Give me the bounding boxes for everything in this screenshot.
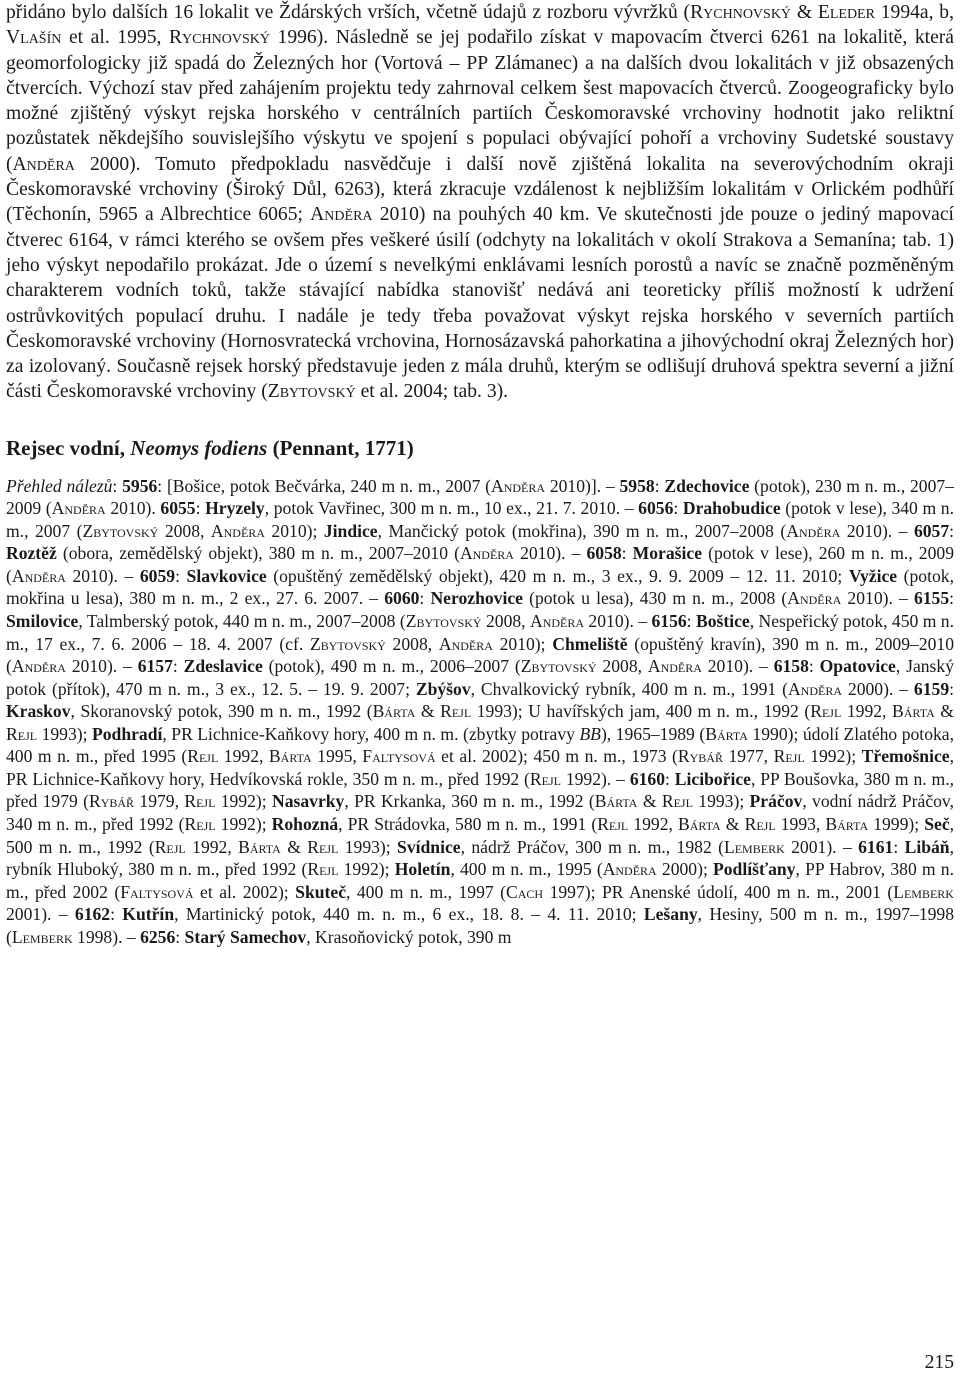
text-run: 1993); [37,723,92,744]
text-run: (potok u lesa), 430 m n. m., 2008 ( [522,588,788,609]
text-run: Anděra [602,859,657,880]
text-run: Rejl [6,723,38,744]
text-run: Lemberk [723,836,785,857]
text-run: Libáň [904,836,950,857]
text-run: Bárta [705,723,748,744]
text-run: Bárta [825,813,869,834]
text-run: , PP Boušovka, 380 m n. m., před 1979 ( [6,768,955,812]
text-run: 1992). – [560,768,630,789]
page [6,0,954,948]
text-run: 2010). [105,498,161,519]
text-run: , 400 m n. m., 1995 ( [450,859,603,880]
text-run: (potok v lese), 340 m n. m., 2007 ( [6,498,954,541]
text-run: Chmeliště [552,633,628,654]
text-run: 6060 [384,588,420,609]
text-run: 6155 [913,588,950,609]
text-run: Nerozhovice [430,588,523,609]
text-run: 2001). – [784,836,859,857]
text-run: Zbytovský [309,633,386,654]
text-run: Bárta [594,791,638,812]
text-run: & [637,791,662,812]
text-run: Rychnovský [690,2,792,23]
text-run: BB [579,723,601,744]
text-run: 6160 [629,768,665,789]
text-run: Přehled nálezů [6,475,113,496]
text-run: 2010) na pouhých 40 km. Ve skutečnosti jde pouze o jediný mapovací čtverec 6164, v rámci kterého se ovšem přes veškeré úsilí (odchyty na lokalitách v okolí Strakova a Semanína; tab. 1) jeho výskyt nepodařilo prokázat. Jde o území s nevelkými enklávami lesních porostů a navíc se značně pozměněným charakterem vodních toků, takže stávající nabídka stanovišť nedává ani teoreticky příliš možností k udržení ostrůvkovitých populací druhu. I nadále je tedy třeba považovat výskyt rejska horského v severních partiích Českomoravské vrchoviny (Hornosvratecká vrchovina, Hornosázavská pahorkatina a jihovýchodní okraj Železných hor) za izolovaný. Současně rejsek horský představuje jeden z mála druhů, kterým se odlišují druhová spektra severní a jižní části Českomoravské vrchoviny ( [6,204,955,403]
text-run: : [172,656,184,677]
text-run: 2008, [385,633,439,654]
text-run: Bárta [238,836,281,857]
text-run: Lešany [643,904,698,925]
text-run: 6058 [586,543,622,564]
text-run: , potok Vavřinec, 300 m n. m., 10 ex., 21. 7. 2010. – [264,498,639,519]
text-run: , Janský potok (přítok), 470 m n. m., 3 ex., 12. 5. – 19. 9. 2007; [6,656,954,699]
text-run: 2010). – [701,656,774,677]
text-run: Kraskov [6,701,71,722]
text-run: 1990); údolí Zlatého potoka, 400 m n. m., před 1995 ( [6,723,955,767]
text-run: (potok), 230 m n. m., 2007–2009 ( [6,475,954,519]
text-run: Boštice [695,611,750,632]
text-run: : [110,904,123,925]
text-run: 6162 [74,904,111,925]
text-run: : [Bošice, potok Bečvárka, 240 m n. m., 2007 ( [157,475,492,496]
text-run: Rejl [810,701,842,722]
text-run: 6056 [638,498,674,519]
text-run: , Chvalkovický rybník, 400 m n. m., 1991 ( [470,678,788,699]
text-run: & [415,701,441,722]
text-run: 2010). – [584,611,652,632]
text-run: 2010). – [840,520,914,541]
text-run: 1993, [775,813,826,834]
text-run: Zbytovský [267,381,356,403]
text-run: , PP Habrov, 380 m n. m., před 2002 ( [6,859,954,902]
text-run: 1995, [311,746,363,767]
text-run: Rejl [744,813,776,834]
text-run: , nádrž Práčov, 300 m n. m., 1982 ( [460,836,724,857]
text-run: ), 1965–1989 ( [600,723,706,744]
text-run: 2008, [481,611,530,632]
text-run: Anděra [210,520,265,541]
text-run: Opatovice [819,656,896,677]
text-run: 6161 [858,836,894,857]
text-run: 1994a, b, [874,2,955,23]
text-run: & [280,836,308,857]
text-run: : [949,678,954,699]
text-run: & [791,2,818,23]
text-run: : [195,498,206,519]
text-run: 1992, [185,836,239,857]
text-run: 1992); [215,791,273,812]
text-run: , Martinický potok, 440 m. n. m., 6 ex., 18. 8. – 4. 11. 2010; [174,904,644,925]
text-run: Lemberk [11,926,73,947]
text-run: : [112,475,123,496]
text-run: Smilovice [6,611,79,632]
text-run: Zdeslavice [183,656,263,677]
text-run: Nasavrky [272,791,345,812]
text-run: Rejl [154,836,186,857]
text-run: Vyžice [848,565,898,586]
text-run: (obora, zemědělský objekt), 380 m n. m., 2007–2010 ( [56,543,460,564]
text-run: Rejl [187,746,219,767]
text-run: 6158 [773,656,809,677]
text-run: 1997); PR Anenské údolí, 400 m n. m., 2001 ( [543,881,894,902]
text-run: Hryzely [205,498,265,519]
text-run: 2000); [656,859,714,880]
text-run: 1979, [134,791,185,812]
text-run: 6256 [140,926,176,947]
text-run: Kutřín [122,904,175,925]
text-run: 1999); [868,813,925,834]
text-run: Rybář [88,791,135,812]
text-run: Anděra [787,588,842,609]
text-run: 2010). – [65,656,138,677]
text-run: 1993); U havířských jam, 400 m n. m., 1992 ( [471,701,811,722]
text-run: Vlašín [6,27,62,49]
text-run: (opuštěný zemědělský objekt), 420 m n. m., 3 ex., 9. 9. 2009 – 12. 11. 2010; [266,565,849,586]
text-run: & [934,701,954,722]
text-run: 1992); [338,859,395,880]
text-run: , Skoranovský potok, 390 m n. m., 1992 ( [70,701,373,722]
text-run: (potok v lese), 260 m n. m., 2009 ( [6,543,954,586]
text-run: Starý Samechov [184,926,307,947]
text-run: Bárta [372,701,416,722]
text-run: Rejl [440,701,472,722]
text-run: : [686,611,696,632]
text-run: Anděra [491,475,546,496]
text-run: 1992); [804,746,862,767]
text-run: Svídnice [397,836,461,857]
text-run: 2000). – [842,678,914,699]
text-run: Rejl [184,813,216,834]
text-run: 1992, [841,701,893,722]
text-run: Bárta [892,701,935,722]
text-run: , PR Lichnice-Kaňkovy hory, 400 m n. m. (zbytky potravy [162,723,580,744]
text-run: Zdechovice [664,475,750,496]
findings-overview-paragraph [6,475,954,948]
text-run: : [419,588,431,609]
text-run: , Talmberský potok, 440 m n. m., 2007–2008 ( [78,611,406,632]
text-run: 6159 [913,678,950,699]
text-run: Práčov [749,791,803,812]
text-run: , PR Strádovka, 580 m n. m., 1991 ( [338,813,598,834]
text-run: 1993); [338,836,398,857]
text-run: 2010). – [513,543,587,564]
text-run: Lemberk [893,881,954,902]
text-run: Třemošnice [861,746,950,767]
text-run: 5956 [122,475,158,496]
text-run: Zbytovský [405,611,482,632]
species-author: (Pennant, 1771) [267,435,414,460]
text-run: 1977, [722,746,774,767]
body-paragraph [6,0,954,405]
text-run: Slavkovice [186,565,267,586]
text-run: 2010). – [65,565,140,586]
text-run: , Krasoňovický potok, 390 m [306,926,512,947]
text-run: 2001). – [6,904,75,925]
text-run: Bárta [268,746,312,767]
text-run: Rejl [307,836,339,857]
text-run: 2010); [264,520,324,541]
text-run: Rejl [773,746,805,767]
text-run: Morašice [632,543,703,564]
text-run: Rejl [597,813,629,834]
text-run: : [893,836,905,857]
text-run: Jindice [323,520,378,541]
text-run: : [175,926,185,947]
text-run: : [665,768,675,789]
text-run: , PR Krkanka, 360 m n. m., 1992 ( [344,791,595,812]
text-run: 2008, [158,520,211,541]
text-run: Anděra [51,498,106,519]
text-run: , 500 m n. m., 1992 ( [6,813,955,857]
text-run: Licibořice [674,768,751,789]
text-run: 1992); [215,813,272,834]
text-run: : [673,498,683,519]
species-common-name: Rejsec vodní, [6,435,131,460]
text-run: Rychnovský [168,27,270,49]
text-run: Zbýšov [415,678,471,699]
text-run: Anděra [12,153,75,175]
text-run: Skuteč [295,881,347,902]
text-run: et al. 2004; tab. 3). [355,381,509,403]
text-run: , rybník Hluboký, 380 m n. m., před 1992 ( [6,836,954,880]
text-run: 2010)]. – [545,475,620,496]
text-run: Eleder [817,2,875,23]
text-run: et al. 2002); 450 m n. m., 1973 ( [435,746,678,767]
text-run: , Mančický potok (mokřina), 390 m n. m., 2007–2008 ( [377,520,787,541]
text-run: Bárta [678,813,721,834]
text-run: , 400 m n. m., 1997 ( [346,881,507,902]
text-run: 2010). – [841,588,914,609]
text-run: 1992, [628,813,678,834]
text-run: Zbytovský [520,656,597,677]
text-run: Anděra [786,520,841,541]
text-run: 2008, [596,656,648,677]
text-run: 1992, [218,746,269,767]
text-run: Anděra [438,633,493,654]
text-run: přidáno bylo dalších 16 lokalit ve Ždárských vrších, včetně údajů z rozboru vývržků ( [6,2,691,23]
page-number: 215 [924,1352,954,1373]
text-run: Faltysová [120,881,194,902]
text-run: Anděra [647,656,702,677]
text-run: & [720,813,745,834]
text-run: Rybář [677,746,723,767]
species-heading [6,435,954,461]
text-run: (potok), 490 m n. m., 2006–2007 ( [262,656,521,677]
text-run: 2010); [492,633,553,654]
text-run: 6055 [160,498,196,519]
text-run: Rejl [307,859,339,880]
text-run: , vodní nádrž Práčov, 340 m n. m., před 1992 ( [6,791,954,834]
text-run: Rohozná [271,813,339,834]
species-latin-name: Neomys fodiens [130,435,268,460]
text-run: (potok, mokřina u lesa), 380 m n. m., 2 ex., 27. 6. 2007. – [6,565,954,609]
text-run: 6157 [137,656,173,677]
text-run: 6057 [913,520,950,541]
text-run: 1998). – [72,926,141,947]
text-run: et al. 1995, [61,27,169,49]
text-run: et al. 2002); [193,881,296,902]
text-run: Anděra [11,656,66,677]
text-run: Rejl [529,768,561,789]
text-run: Anděra [787,678,843,699]
text-run: , Hesiny, 500 m n. m., 1997–1998 ( [6,904,955,947]
text-run: Drahobudice [682,498,781,519]
text-run: : [949,588,955,609]
text-run: (opuštěný kravín), 390 m n. m., 2009–2010 ( [6,633,954,677]
text-run: , Nespeřický potok, 450 m n. m., 17 ex., 7. 6. 2006 – 18. 4. 2007 (cf. [6,611,954,654]
text-run: Seč [924,813,950,834]
text-run: 1996). Následně se jej podařilo získat v mapovacím čtverci 6261 na lokalitě, která geomorfologicky již spadá do Železných hor (Vortová – PP Zlámanec) a na dalších dvou lokalitách v již obsazených čtvercích. Výchozí stav před zahájením projektu tedy zahrnoval celkem šest mapovacích čtverců. Zoogeograficky bylo možné zjištěný výskyt rejska horského v centrálních partiích Českomoravské vrchoviny hodnotit jako reliktní pozůstatek někdejšího souvislejšího výskytu ve spojení s populaci obývající pohoří a vrchoviny Sudetské soustavy ( [6,27,954,175]
text-run: 5958 [619,475,655,496]
text-run: 2000). Tomuto předpokladu nasvědčuje i další nově zjištěná lokalita na severovýchodním okraji Českomoravské vrchoviny (Široký Důl, 6263), která zkracuje vzdálenost k nejbližším lokalitám v Orlickém podhůří (Těchonín, 5965 a Albrechtice 6065; [6,153,954,226]
text-run: Rejl [661,791,693,812]
text-run: : [175,565,187,586]
text-run: : [949,520,955,541]
text-run: : [808,656,820,677]
text-run: Anděra [310,204,373,226]
text-run: Zbytovský [82,520,159,541]
text-run: 6059 [139,565,176,586]
text-run: Anděra [11,565,66,586]
text-run: Cach [506,881,544,902]
text-run: Anděra [459,543,514,564]
text-run: Faltysová [362,746,436,767]
text-run: Anděra [529,611,585,632]
text-run: : [654,475,665,496]
text-run: Podlíšťany [713,859,796,880]
text-run: Podhradí [92,723,163,744]
text-run: : [621,543,633,564]
text-run: 6156 [651,611,687,632]
text-run: 1993); [692,791,750,812]
text-run: Roztěž [6,543,57,564]
text-run: , PR Lichnice-Kaňkovy hory, Hedvíkovská rokle, 350 m n. m., před 1992 ( [6,746,955,789]
text-run: Rejl [184,791,216,812]
text-run: Holetín [394,859,451,880]
